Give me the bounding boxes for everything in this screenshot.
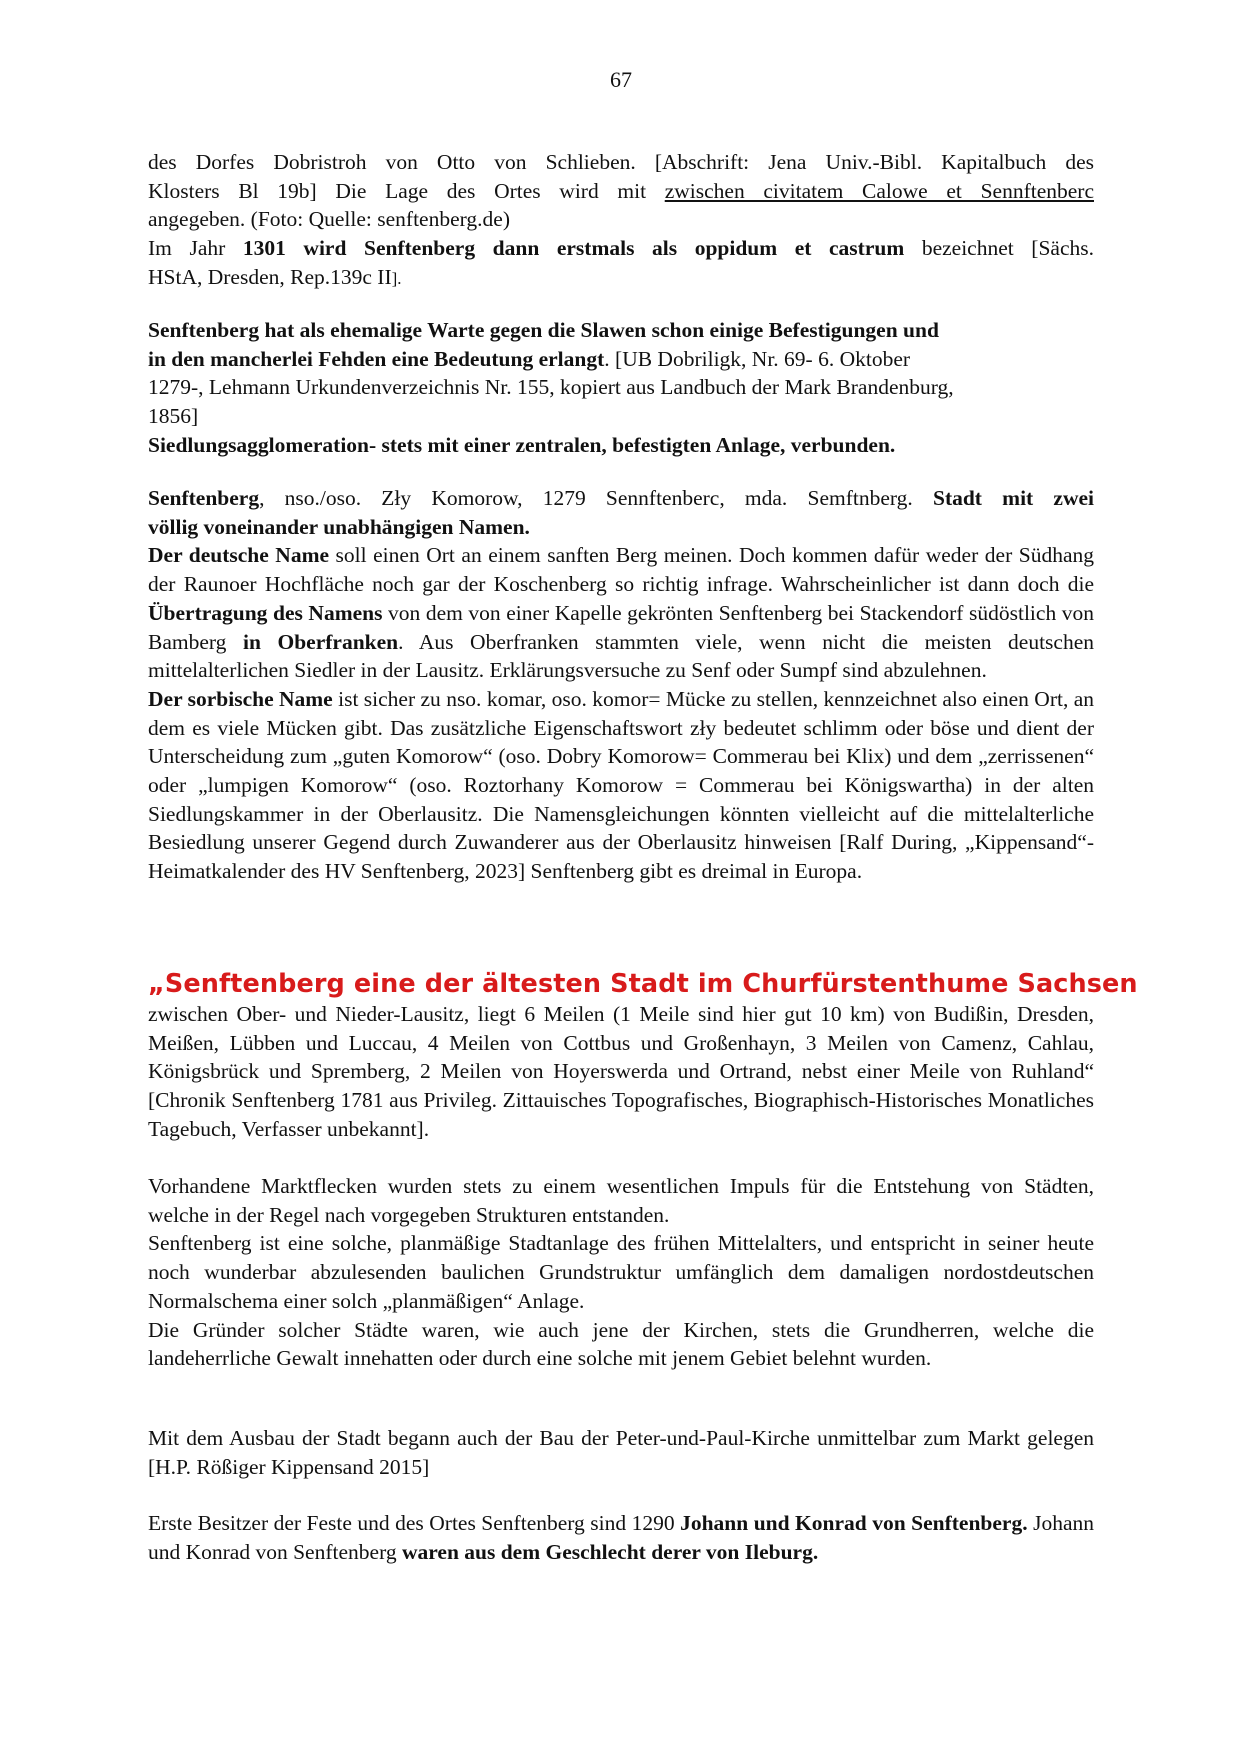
underlined-quote: zwischen civitatem Calowe et Sennftenberc xyxy=(664,178,1094,203)
text-paragraph: Erste Besitzer der Feste und des Ortes Senftenberg sind 1290 Johann und Konrad von Senftenberg. Johann und Konrad von Senftenberg waren aus dem Geschlecht derer von Ileburg. xyxy=(148,1511,1095,1564)
text-line: Im Jahr 1301 wird Senftenberg dann erstmals als oppidum et castrum bezeichnet [Sächs. xyxy=(148,236,1095,261)
text-line: angegeben. (Foto: Quelle: senftenberg.de) xyxy=(148,207,510,232)
text-line: Senftenberg, nso./oso. Zły Komorow, 1279 Sennftenberc, mda. Semftnberg. Stadt mit zwei xyxy=(148,486,1094,510)
paragraph-dobristroh xyxy=(148,148,1094,294)
text-line: des Dorfes Dobristroh von Otto von Schlieben. [Abschrift: Jena Univ.-Bibl. Kapitalbuch des xyxy=(148,150,1094,174)
paragraph-besitzer xyxy=(148,1509,1094,1566)
text-paragraph: Mit dem Ausbau der Stadt begann auch der Bau der Peter-und-Paul-Kirche unmittelbar zum Markt gelegen [H.P. Rößiger Kippensand 2015] xyxy=(148,1426,1094,1479)
paragraph-kirche xyxy=(148,1424,1094,1481)
text-paragraph: Die Gründer solcher Städte waren, wie auch jene der Kirchen, stets die Grundherren, welche die landeherrliche Gewalt innehatten oder durch eine solche mit jenem Gebiet belehnt wurden. xyxy=(148,1317,1094,1371)
text-paragraph: Senftenberg ist eine solche, planmäßige Stadtanlage des frühen Mittelalters, und entspricht in seiner heute noch wunderbar abzulesenden baulichen Grundstruktur umfänglich dem damaligen nordostdeutschen Normalschema einer solch „planmäßigen“ Anlage. xyxy=(148,1231,1094,1313)
chronicle-section xyxy=(148,968,1138,1144)
text-paragraph: Vorhandene Marktflecken wurden stets zu einem wesentlichen Impuls für die Entstehung von Städten, welche in der Regel nach vorgegeben Strukturen entstanden. xyxy=(148,1174,1094,1227)
text-line: Senftenberg hat als ehemalige Warte gegen die Slawen schon einige Befestigungen und xyxy=(148,318,939,342)
paragraph-warte xyxy=(148,316,1094,460)
paragraph-german-name: Der deutsche Name soll einen Ort an einem sanften Berg meinen. Doch kommen dafür weder der Südhang der Raunoer Hochfläche noch gar der Koschenberg so richtig infrage. Wahrscheinlicher ist dann doch die Übertragung des Namens von dem von einer Kapelle gekrönten Senftenberg bei Stackendorf südöstlich von Bamberg in Oberfranken. Aus Oberfranken stammten viele, wenn nicht die meisten deutschen mittelalterlichen Siedler in der Lausitz. Erklärungsversuche zu Senf oder Sumpf sind abzulehnen. xyxy=(148,543,1095,683)
text-line: in den mancherlei Fehden eine Bedeutung erlangt. [UB Dobriligk, Nr. 69- 6. Oktober xyxy=(148,346,911,371)
chronicle-quote: zwischen Ober- und Nieder-Lausitz, liegt 6 Meilen (1 Meile sind hier gut 10 km) von Budißin, Dresden, Meißen, Lübben und Luccau, 4 Meilen von Cottbus und Großenhayn, 3 Meilen von Camenz, Cahlau, Königsbrück und Spremberg, 2 Meilen von Hoyerswerda und Ortrand, nebst einer Meile von Ruhland“ [Chronik Senftenberg 1781 aus Privileg. Zittauisches Topografisches, Biographisch-Historisches Monatliches Tagebuch, Verfasser unbekannt]. xyxy=(148,1002,1094,1141)
text-line: völlig voneinander unabhängigen Namen. xyxy=(148,514,530,539)
section-heading: „Senftenberg eine der ältesten Stadt im Churfürstenthume Sachsen xyxy=(148,969,1138,999)
text-line: HStA, Dresden, Rep.139c II]. xyxy=(148,264,402,289)
paragraph-sorbian-name: Der sorbische Name ist sicher zu nso. komar, oso. komor= Mücke zu stellen, kennzeichnet also einen Ort, an dem es viele Mücken gibt. Das zusätzliche Eigenschaftswort zły bedeutet schlimm oder böse und dient der Unterscheidung zum „guten Komorow“ (oso. Dobry Komorow= Commerau bei Klix) und dem „zerrissenen“ oder „lumpigen Komorow“ (oso. Roztorhany Komorow = Commerau bei Königswartha) in der alten Siedlungskammer in der Oberlausitz. Die Namensgleichungen könnten vielleicht auf die mittelalterliche Besiedlung unserer Gegend durch Zuwanderer aus der Oberlausitz hinweisen [Ralf During, „Kippensand“-Heimatkalender des HV Senftenberg, 2023] Senftenberg gibt es dreimal in Europa. xyxy=(148,686,1095,884)
text-line: Klosters Bl 19b] Die Lage des Ortes wird mit zwischen civitatem Calowe et Sennftenberc xyxy=(148,178,1094,203)
paragraph-marktflecken xyxy=(148,1172,1094,1373)
text-line: 1856] xyxy=(148,404,199,429)
paragraph-names xyxy=(148,484,1094,886)
text-line: 1279-, Lehmann Urkundenverzeichnis Nr. 155, kopiert aus Landbuch der Mark Brandenburg, xyxy=(148,375,954,400)
page-number: 67 xyxy=(610,67,632,92)
text-line: Siedlungsagglomeration- stets mit einer zentralen, befestigten Anlage, verbunden. xyxy=(148,432,896,457)
